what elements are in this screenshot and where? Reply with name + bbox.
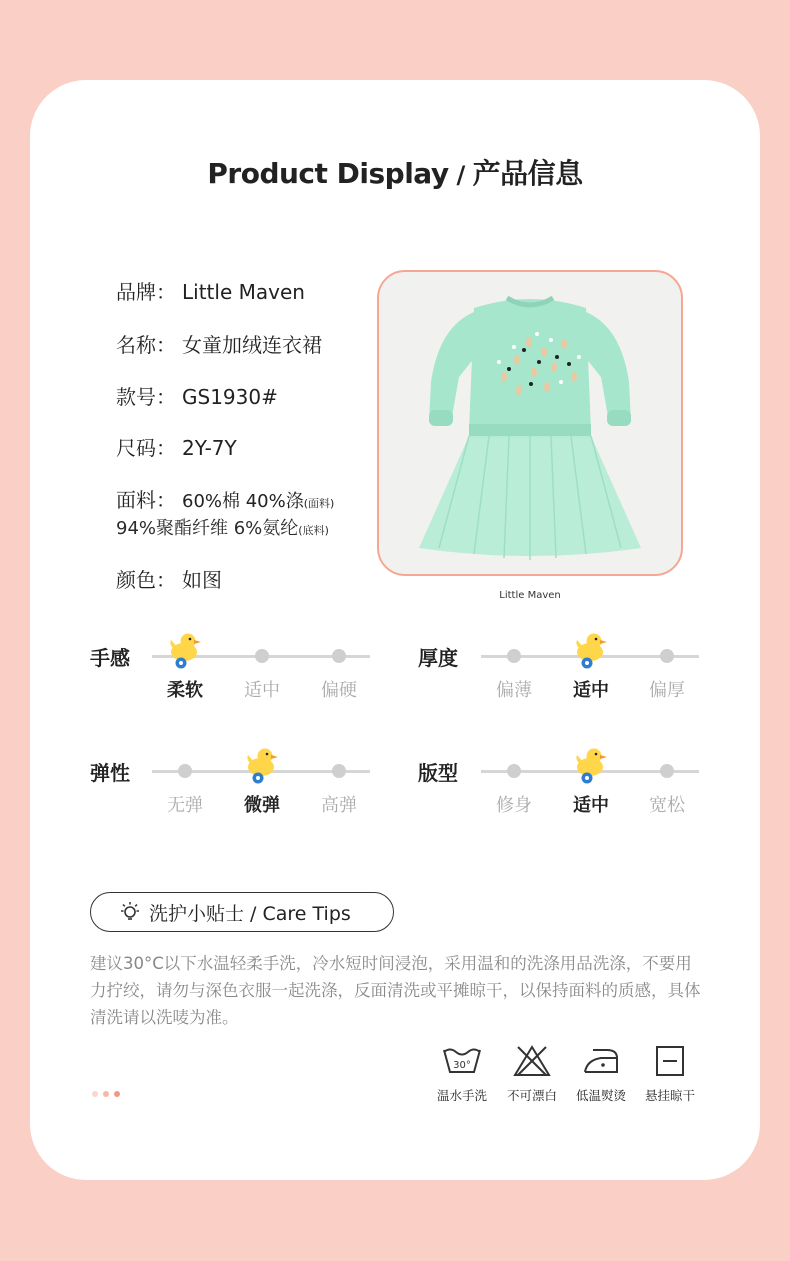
care-tips-pill: 洗护小贴士 / Care Tips [90, 892, 394, 932]
hand-wash-30-icon: 30° 温水手洗 [430, 1044, 494, 1104]
spec-fabric: 面料： 60%棉 40%涤(面料) [116, 488, 335, 512]
scale-dot [332, 649, 346, 663]
spec-color: 颜色： 如图 [116, 568, 222, 592]
spec-brand: 品牌： Little Maven [116, 280, 305, 304]
spec-name: 名称： 女童加绒连衣裙 [116, 333, 322, 357]
scale-label-hand-feel: 手感 [90, 646, 130, 670]
duck-marker-icon [573, 745, 609, 785]
spec-size: 尺码： 2Y-7Y [116, 436, 237, 460]
scale-dot [332, 764, 346, 778]
spec-fabric-line2: 94%聚酯纤维 6%氨纶(底料) [116, 518, 329, 539]
pagination-dots [92, 1091, 120, 1097]
scale-label-fit: 版型 [418, 761, 458, 785]
scale-option: 微弹 [244, 795, 280, 816]
scale-option: 偏硬 [321, 680, 357, 701]
photo-caption: Little Maven [499, 590, 561, 601]
no-bleach-icon: 不可漂白 [500, 1044, 564, 1104]
scale-dot [507, 764, 521, 778]
scale-option: 宽松 [649, 795, 685, 816]
duck-marker-icon [167, 630, 203, 670]
scale-option: 适中 [244, 680, 280, 701]
duck-marker-icon [573, 630, 609, 670]
spec-style-number: 款号： GS1930# [116, 385, 278, 409]
scale-option: 偏厚 [649, 680, 685, 701]
scale-dot [255, 649, 269, 663]
scale-dot [660, 649, 674, 663]
dress-illustration [379, 272, 681, 574]
scale-dot [507, 649, 521, 663]
scale-dot [660, 764, 674, 778]
low-iron-icon: 低温熨烫 [569, 1044, 633, 1104]
lightbulb-icon [119, 901, 141, 923]
scale-label-thickness: 厚度 [418, 646, 458, 670]
scale-option: 无弹 [167, 795, 203, 816]
scale-option: 适中 [573, 795, 609, 816]
page-title: Product Display / 产品信息 [207, 157, 583, 190]
scale-label-elasticity: 弹性 [90, 761, 130, 785]
scale-dot [178, 764, 192, 778]
hang-dry-icon: 悬挂晾干 [638, 1044, 702, 1104]
scale-option: 高弹 [321, 795, 357, 816]
duck-marker-icon [244, 745, 280, 785]
scale-option: 柔软 [167, 680, 203, 701]
scale-option: 适中 [573, 680, 609, 701]
scale-option: 修身 [496, 795, 532, 816]
care-instructions: 建议30°C以下水温轻柔手洗，冷水短时间浸泡，采用温和的洗涤用品洗涤，不要用力拧绞，请勿与深色衣服一起洗涤，反面清洗或平摊晾干，以保持面料的质感，具体清洗请以洗唛为准。 [90, 954, 701, 1027]
scale-option: 偏薄 [496, 680, 532, 701]
svg-text:30°: 30° [453, 1060, 471, 1071]
product-photo [377, 270, 683, 576]
